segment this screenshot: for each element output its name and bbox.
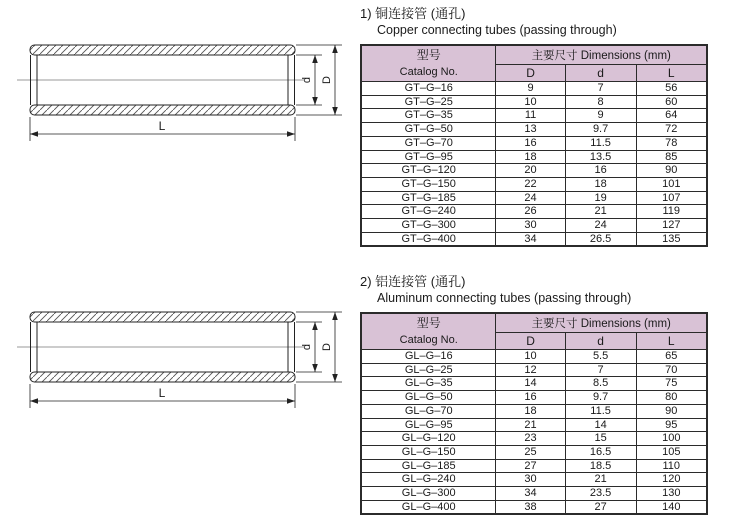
dimension-cell: 21 <box>565 205 636 219</box>
column-header-D: D <box>496 64 565 81</box>
catalog-no-header-en: Catalog No. <box>399 66 458 78</box>
L-dimension-label: L <box>158 386 166 400</box>
dimension-cell: 24 <box>496 191 565 205</box>
dimension-cell: 85 <box>636 150 707 164</box>
tube-cross-section-drawing-aluminum <box>12 300 352 415</box>
catalog-no-cell: GT–G–185 <box>361 191 496 205</box>
dimension-cell: 26 <box>496 205 565 219</box>
column-header-d: d <box>565 332 636 349</box>
dimension-cell: 30 <box>496 219 565 233</box>
tube-drawing-svg <box>12 300 352 415</box>
dimension-cell: 11 <box>496 109 565 123</box>
dimension-cell: 9.7 <box>565 123 636 137</box>
section-aluminum-tubes <box>360 274 726 515</box>
table-row <box>361 123 707 137</box>
table-row <box>361 136 707 150</box>
dimension-cell: 27 <box>496 459 565 473</box>
dimension-cell: 26.5 <box>565 232 636 246</box>
catalog-no-cell: GT–G–150 <box>361 177 496 191</box>
table-row <box>361 391 707 405</box>
dimension-cell: 19 <box>565 191 636 205</box>
catalog-no-cell: GL–G–50 <box>361 391 496 405</box>
dimension-cell: 27 <box>565 500 636 514</box>
dimension-cell: 14 <box>496 377 565 391</box>
dimension-cell: 13 <box>496 123 565 137</box>
catalog-no-cell: GL–G–16 <box>361 350 496 364</box>
table-row <box>361 82 707 96</box>
catalog-no-cell: GT–G–35 <box>361 109 496 123</box>
dimension-cell: 120 <box>636 473 707 487</box>
dimension-cell: 135 <box>636 232 707 246</box>
table-row <box>361 219 707 233</box>
column-header-L: L <box>636 64 707 81</box>
dimension-cell: 23 <box>496 432 565 446</box>
dimension-cell: 127 <box>636 219 707 233</box>
table-row <box>361 445 707 459</box>
dimension-cell: 11.5 <box>565 136 636 150</box>
catalog-no-cell: GT–G–300 <box>361 219 496 233</box>
dimension-cell: 21 <box>496 418 565 432</box>
dimension-cell: 72 <box>636 123 707 137</box>
tube-cross-section-drawing-copper <box>12 33 352 148</box>
dimension-cell: 9 <box>496 82 565 96</box>
table-row <box>361 232 707 246</box>
dimension-cell: 18 <box>496 404 565 418</box>
dimension-cell: 7 <box>565 363 636 377</box>
dimension-cell: 12 <box>496 363 565 377</box>
catalog-no-cell: GT–G–120 <box>361 164 496 178</box>
catalog-no-header <box>361 313 496 350</box>
table-header <box>361 313 707 350</box>
dimension-cell: 60 <box>636 95 707 109</box>
section-title-chinese: 2) 铝连接管 (通孔) <box>360 274 466 289</box>
dimension-cell: 65 <box>636 350 707 364</box>
tube-top-wall <box>30 312 295 322</box>
dimension-cell: 101 <box>636 177 707 191</box>
dimension-cell: 100 <box>636 432 707 446</box>
column-header-L: L <box>636 332 707 349</box>
dimension-cell: 140 <box>636 500 707 514</box>
tube-bottom-wall <box>30 372 295 382</box>
dimension-cell: 119 <box>636 205 707 219</box>
table-row <box>361 459 707 473</box>
section-title-english: Aluminum connecting tubes (passing through) <box>377 291 632 305</box>
dimension-cell: 21 <box>565 473 636 487</box>
dimension-cell: 11.5 <box>565 404 636 418</box>
L-dimension-label: L <box>158 119 166 133</box>
catalog-no-cell: GT–G–70 <box>361 136 496 150</box>
catalog-no-cell: GT–G–25 <box>361 95 496 109</box>
dimension-cell: 64 <box>636 109 707 123</box>
table-row <box>361 500 707 514</box>
table-row <box>361 109 707 123</box>
D-dimension-label: D <box>321 76 333 84</box>
dimension-cell: 34 <box>496 487 565 501</box>
dimension-cell: 20 <box>496 164 565 178</box>
section-copper-tubes <box>360 6 726 247</box>
dimension-cell: 16 <box>496 391 565 405</box>
dimension-cell: 25 <box>496 445 565 459</box>
dimension-cell: 5.5 <box>565 350 636 364</box>
dimension-cell: 90 <box>636 164 707 178</box>
catalog-no-header-en: Catalog No. <box>399 334 458 346</box>
table-row <box>361 164 707 178</box>
table-header <box>361 45 707 82</box>
catalog-no-cell: GT–G–400 <box>361 232 496 246</box>
dimension-cell: 56 <box>636 82 707 96</box>
dimension-cell: 16 <box>565 164 636 178</box>
dimension-cell: 18.5 <box>565 459 636 473</box>
section-title-english: Copper connecting tubes (passing through) <box>377 23 617 37</box>
table-row <box>361 177 707 191</box>
catalog-no-header-cn: 型号 <box>416 48 441 62</box>
dimension-cell: 34 <box>496 232 565 246</box>
dimension-cell: 78 <box>636 136 707 150</box>
dimension-cell: 16.5 <box>565 445 636 459</box>
catalog-no-cell: GL–G–35 <box>361 377 496 391</box>
dimension-cell: 23.5 <box>565 487 636 501</box>
dimension-cell: 24 <box>565 219 636 233</box>
dimension-cell: 95 <box>636 418 707 432</box>
catalog-no-cell: GL–G–400 <box>361 500 496 514</box>
d-dimension-label: d <box>301 343 313 351</box>
catalog-no-cell: GL–G–240 <box>361 473 496 487</box>
table-body <box>361 350 707 515</box>
dimensions-table-aluminum <box>360 312 708 515</box>
table-row <box>361 350 707 364</box>
table-row <box>361 404 707 418</box>
column-header-D: D <box>496 332 565 349</box>
dimensions-header: 主要尺寸 Dimensions (mm) <box>496 45 707 64</box>
catalog-no-header-cn: 型号 <box>416 316 441 330</box>
catalog-no-cell: GT–G–50 <box>361 123 496 137</box>
table-body <box>361 82 707 247</box>
catalog-no-header <box>361 45 496 82</box>
catalog-no-cell: GL–G–95 <box>361 418 496 432</box>
tube-bottom-wall <box>30 105 295 115</box>
catalog-no-cell: GL–G–150 <box>361 445 496 459</box>
table-row <box>361 377 707 391</box>
dimension-cell: 22 <box>496 177 565 191</box>
dimension-cell: 110 <box>636 459 707 473</box>
catalog-no-cell: GT–G–95 <box>361 150 496 164</box>
tube-drawing-svg <box>12 33 352 148</box>
catalog-no-cell: GL–G–185 <box>361 459 496 473</box>
catalog-no-cell: GT–G–16 <box>361 82 496 96</box>
dimension-cell: 75 <box>636 377 707 391</box>
dimension-cell: 130 <box>636 487 707 501</box>
catalog-no-cell: GT–G–240 <box>361 205 496 219</box>
table-row <box>361 191 707 205</box>
table-row <box>361 150 707 164</box>
dimension-cell: 15 <box>565 432 636 446</box>
table-row <box>361 432 707 446</box>
dimension-cell: 107 <box>636 191 707 205</box>
catalog-no-cell: GL–G–25 <box>361 363 496 377</box>
dimension-cell: 38 <box>496 500 565 514</box>
catalog-no-cell: GL–G–70 <box>361 404 496 418</box>
dimension-cell: 8 <box>565 95 636 109</box>
dimensions-table-copper <box>360 44 708 247</box>
dimension-cell: 10 <box>496 350 565 364</box>
dimension-cell: 90 <box>636 404 707 418</box>
dimension-cell: 9.7 <box>565 391 636 405</box>
dimension-cell: 7 <box>565 82 636 96</box>
table-row <box>361 205 707 219</box>
D-dimension-label: D <box>321 343 333 351</box>
catalog-no-cell: GL–G–300 <box>361 487 496 501</box>
d-dimension-label: d <box>301 76 313 84</box>
table-row <box>361 95 707 109</box>
table-row <box>361 363 707 377</box>
dimension-cell: 9 <box>565 109 636 123</box>
tube-top-wall <box>30 45 295 55</box>
dimensions-header: 主要尺寸 Dimensions (mm) <box>496 313 707 332</box>
catalog-no-cell: GL–G–120 <box>361 432 496 446</box>
dimension-cell: 16 <box>496 136 565 150</box>
dimension-cell: 70 <box>636 363 707 377</box>
section-title-chinese: 1) 铜连接管 (通孔) <box>360 6 466 21</box>
table-row <box>361 487 707 501</box>
dimension-cell: 105 <box>636 445 707 459</box>
dimension-cell: 14 <box>565 418 636 432</box>
dimension-cell: 13.5 <box>565 150 636 164</box>
dimension-cell: 30 <box>496 473 565 487</box>
dimension-cell: 18 <box>496 150 565 164</box>
dimension-cell: 8.5 <box>565 377 636 391</box>
dimension-cell: 80 <box>636 391 707 405</box>
table-row <box>361 473 707 487</box>
table-row <box>361 418 707 432</box>
dimension-cell: 18 <box>565 177 636 191</box>
column-header-d: d <box>565 64 636 81</box>
dimension-cell: 10 <box>496 95 565 109</box>
